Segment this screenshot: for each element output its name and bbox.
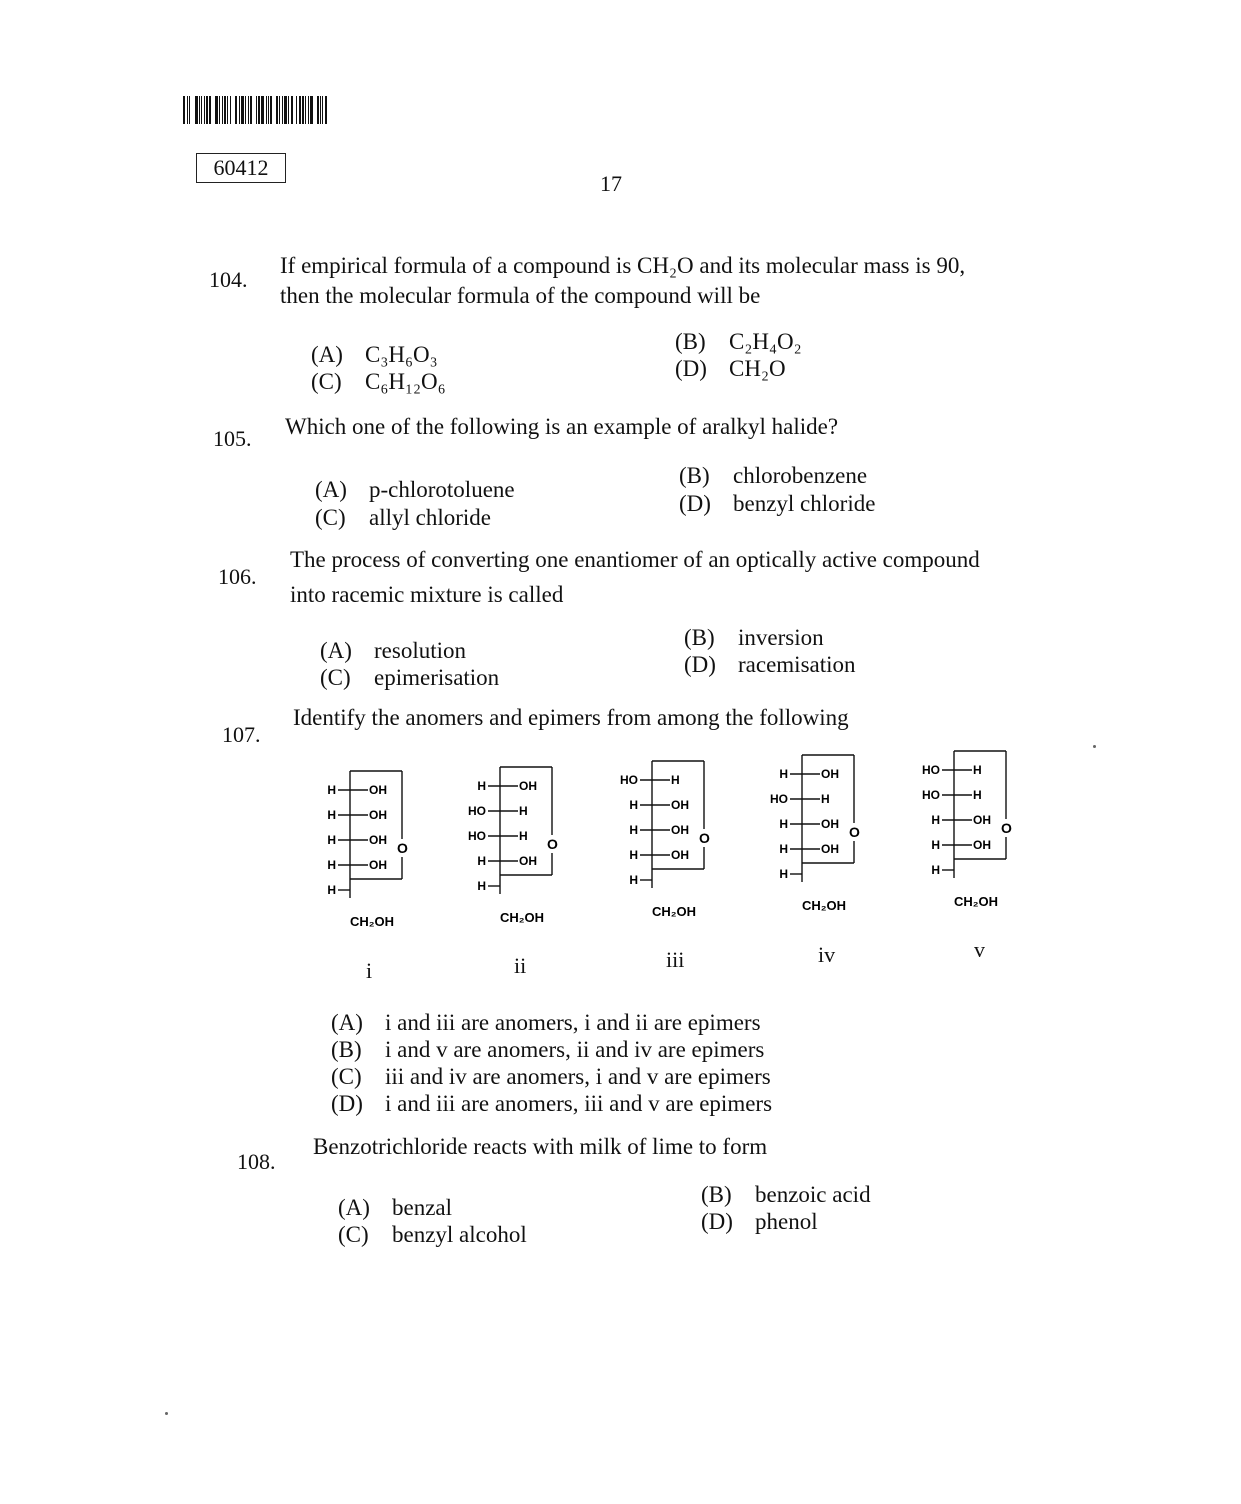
barcode-bar — [317, 96, 319, 124]
left-substituent: H — [779, 842, 788, 856]
left-substituent: H — [629, 873, 638, 887]
option-label: (A) — [338, 1195, 370, 1220]
question-text-line1: The process of converting one enantiomer of an optically active compound — [290, 547, 980, 572]
option-label: (A) — [331, 1010, 363, 1035]
right-substituent: H — [671, 773, 680, 787]
barcode-bar — [204, 96, 205, 124]
left-substituent: H — [629, 848, 638, 862]
question-number: 107. — [222, 722, 261, 747]
right-substituent: OH — [369, 833, 387, 847]
barcode-bar — [187, 96, 188, 124]
option-value: C₆H₁₂O₆ — [365, 369, 446, 394]
barcode-bar — [294, 96, 295, 124]
barcode-bar — [195, 96, 198, 124]
barcode-bar — [183, 96, 185, 124]
option-value: chlorobenzene — [733, 463, 868, 488]
barcode-bar — [274, 96, 275, 124]
left-substituent: H — [327, 858, 336, 872]
question-number: 106. — [218, 564, 257, 589]
option-b[interactable] — [331, 1036, 764, 1063]
option-label: (B) — [701, 1182, 732, 1207]
option-label: (D) — [675, 356, 707, 381]
option-c[interactable] — [320, 664, 499, 691]
option-label: (B) — [684, 625, 715, 650]
left-substituent: H — [477, 879, 486, 893]
barcode — [183, 96, 339, 124]
scan-speck — [1093, 745, 1096, 748]
right-substituent: OH — [369, 858, 387, 872]
barcode-bar — [224, 96, 226, 124]
barcode-bar — [230, 96, 231, 124]
option-d[interactable] — [679, 490, 875, 517]
right-substituent: OH — [519, 854, 537, 868]
option-value: epimerisation — [374, 665, 500, 690]
option-label: (A) — [320, 638, 352, 663]
fischer-structure-iv — [770, 752, 890, 922]
barcode-bar — [296, 96, 297, 124]
right-substituent: H — [973, 763, 982, 777]
option-a[interactable] — [315, 476, 515, 503]
barcode-bar — [227, 96, 228, 124]
barcode-bar — [291, 96, 293, 124]
ch2oh-label: CH₂OH — [954, 894, 999, 909]
barcode-bar — [215, 96, 218, 124]
left-substituent: H — [779, 867, 788, 881]
right-substituent: OH — [671, 848, 689, 862]
barcode-bar — [235, 96, 237, 124]
option-a[interactable] — [331, 1009, 761, 1036]
option-value: CH₂O — [729, 356, 786, 381]
option-value: i and iii are anomers, i and ii are epimers — [385, 1010, 761, 1035]
right-substituent: OH — [671, 798, 689, 812]
option-value: i and v are anomers, ii and iv are epimers — [385, 1037, 765, 1062]
option-label: (B) — [331, 1037, 362, 1062]
option-c[interactable] — [338, 1221, 527, 1248]
option-label: (B) — [675, 329, 706, 354]
left-substituent: H — [931, 863, 940, 877]
option-value: C₂H₄O₂ — [729, 329, 802, 354]
right-substituent: H — [519, 804, 528, 818]
option-b[interactable] — [679, 462, 867, 489]
option-b[interactable] — [675, 328, 802, 355]
ring-oxygen-label: O — [397, 840, 408, 856]
left-substituent: H — [327, 833, 336, 847]
option-value: benzal — [392, 1195, 453, 1220]
option-value: inversion — [738, 625, 824, 650]
option-label: (D) — [331, 1091, 363, 1116]
option-c[interactable] — [315, 504, 491, 531]
option-value: C₃H₆O₃ — [365, 342, 438, 367]
left-substituent: HO — [770, 792, 788, 806]
right-substituent: OH — [369, 808, 387, 822]
left-substituent: H — [327, 808, 336, 822]
option-value: iii and iv are anomers, i and v are epimers — [385, 1064, 771, 1089]
option-label: (D) — [684, 652, 716, 677]
structure-label-ii: ii — [514, 953, 527, 978]
option-value: allyl chloride — [369, 505, 491, 530]
left-substituent: HO — [922, 763, 940, 777]
left-substituent: H — [931, 838, 940, 852]
barcode-bar — [191, 96, 193, 124]
left-substituent: HO — [922, 788, 940, 802]
barcode-bar — [213, 96, 214, 124]
question-text-line1: Identify the anomers and epimers from among the following — [293, 705, 849, 730]
page-number: 17 — [600, 171, 622, 196]
structure-label-v: v — [974, 937, 985, 962]
option-value: benzyl chloride — [733, 491, 876, 516]
fischer-structure-iii — [620, 758, 740, 928]
structure-label-iii: iii — [666, 947, 685, 972]
barcode-bar — [248, 96, 249, 124]
barcode-bar — [299, 96, 301, 124]
barcode-bar — [258, 96, 260, 124]
option-label: (B) — [679, 463, 710, 488]
left-substituent: HO — [468, 829, 486, 843]
barcode-bar — [282, 96, 283, 124]
option-a[interactable] — [338, 1194, 452, 1221]
ring-oxygen-label: O — [849, 824, 860, 840]
right-substituent: H — [973, 788, 982, 802]
left-substituent: H — [327, 783, 336, 797]
ring-oxygen-label: O — [1001, 820, 1012, 836]
right-substituent: OH — [671, 823, 689, 837]
barcode-bar — [219, 96, 220, 124]
barcode-bar — [250, 96, 252, 124]
barcode-bar — [308, 96, 309, 124]
barcode-bar — [322, 96, 323, 124]
question-number: 108. — [237, 1149, 276, 1174]
question-number: 105. — [213, 426, 252, 451]
barcode-bar — [241, 96, 244, 124]
ring-oxygen-label: O — [547, 836, 558, 852]
right-substituent: OH — [821, 842, 839, 856]
question-text-line2: then the molecular formula of the compound will be — [280, 283, 761, 308]
option-a[interactable] — [311, 341, 438, 368]
question-text-line1: Which one of the following is an example of aralkyl halide? — [285, 414, 839, 439]
left-substituent: H — [779, 817, 788, 831]
barcode-bar — [288, 96, 289, 124]
option-a[interactable] — [320, 637, 466, 664]
option-b[interactable] — [701, 1181, 871, 1208]
barcode-bar — [206, 96, 208, 124]
option-d[interactable] — [684, 651, 856, 678]
barcode-bar — [253, 96, 254, 124]
option-label: (A) — [315, 477, 347, 502]
booklet-code: 60412 — [196, 153, 286, 183]
right-substituent: OH — [973, 838, 991, 852]
right-substituent: OH — [973, 813, 991, 827]
option-c[interactable] — [331, 1063, 771, 1090]
barcode-bar — [276, 96, 278, 124]
barcode-bar — [268, 96, 269, 124]
left-substituent: H — [629, 798, 638, 812]
option-value: p-chlorotoluene — [369, 477, 515, 502]
option-value: i and iii are anomers, iii and v are epimers — [385, 1091, 773, 1116]
left-substituent: H — [931, 813, 940, 827]
option-label: (C) — [320, 665, 351, 690]
left-substituent: HO — [468, 804, 486, 818]
question-text-line1: Benzotrichloride reacts with milk of lime to form — [313, 1134, 768, 1159]
barcode-bar — [284, 96, 287, 124]
option-value: racemisation — [738, 652, 856, 677]
right-substituent: OH — [821, 767, 839, 781]
left-substituent: HO — [620, 773, 638, 787]
question-text-line2: into racemic mixture is called — [290, 582, 564, 607]
barcode-bar — [305, 96, 306, 124]
barcode-bar — [245, 96, 246, 124]
barcode-bar — [201, 96, 202, 124]
barcode-bar — [270, 96, 272, 124]
question-text-line1: If empirical formula of a compound is CH₂O and its molecular mass is 90, — [280, 253, 966, 278]
barcode-bar — [279, 96, 280, 124]
ch2oh-label: CH₂OH — [652, 904, 697, 919]
structure-label-i: i — [366, 958, 373, 983]
barcode-bar — [261, 96, 264, 124]
ch2oh-label: CH₂OH — [802, 898, 847, 913]
option-value: resolution — [374, 638, 466, 663]
option-c[interactable] — [311, 368, 446, 395]
option-label: (C) — [315, 505, 346, 530]
option-d[interactable] — [675, 355, 786, 382]
option-value: benzoic acid — [755, 1182, 871, 1207]
ch2oh-label: CH₂OH — [350, 914, 395, 929]
left-substituent: H — [327, 883, 336, 897]
fischer-structure-v — [922, 748, 1042, 918]
option-label: (C) — [311, 369, 342, 394]
option-d[interactable] — [701, 1208, 818, 1235]
barcode-bar — [310, 96, 313, 124]
structure-label-iv: iv — [818, 942, 836, 967]
scan-speck — [165, 1412, 168, 1415]
barcode-bar — [232, 96, 234, 124]
barcode-bar — [320, 96, 321, 124]
left-substituent: H — [779, 767, 788, 781]
option-d[interactable] — [331, 1090, 772, 1117]
barcode-bar — [209, 96, 211, 124]
barcode-bar — [199, 96, 200, 124]
left-substituent: H — [477, 779, 486, 793]
fischer-structure-ii — [468, 764, 588, 934]
option-value: phenol — [755, 1209, 818, 1234]
right-substituent: H — [821, 792, 830, 806]
option-label: (C) — [331, 1064, 362, 1089]
right-substituent: OH — [821, 817, 839, 831]
option-label: (D) — [679, 491, 711, 516]
left-substituent: H — [477, 854, 486, 868]
barcode-bar — [302, 96, 304, 124]
barcode-bar — [256, 96, 257, 124]
barcode-bar — [266, 96, 267, 124]
ch2oh-label: CH₂OH — [500, 910, 545, 925]
barcode-bar — [314, 96, 315, 124]
option-value: benzyl alcohol — [392, 1222, 527, 1247]
left-substituent: H — [629, 823, 638, 837]
fischer-structure-i — [318, 768, 438, 938]
right-substituent: OH — [519, 779, 537, 793]
option-b[interactable] — [684, 624, 824, 651]
option-label: (A) — [311, 342, 343, 367]
ring-oxygen-label: O — [699, 830, 710, 846]
option-label: (C) — [338, 1222, 369, 1247]
question-number: 104. — [209, 267, 248, 292]
barcode-bar — [239, 96, 240, 124]
barcode-bar — [325, 96, 327, 124]
barcode-bar — [222, 96, 223, 124]
right-substituent: OH — [369, 783, 387, 797]
option-label: (D) — [701, 1209, 733, 1234]
barcode-bar — [189, 96, 190, 124]
right-substituent: H — [519, 829, 528, 843]
